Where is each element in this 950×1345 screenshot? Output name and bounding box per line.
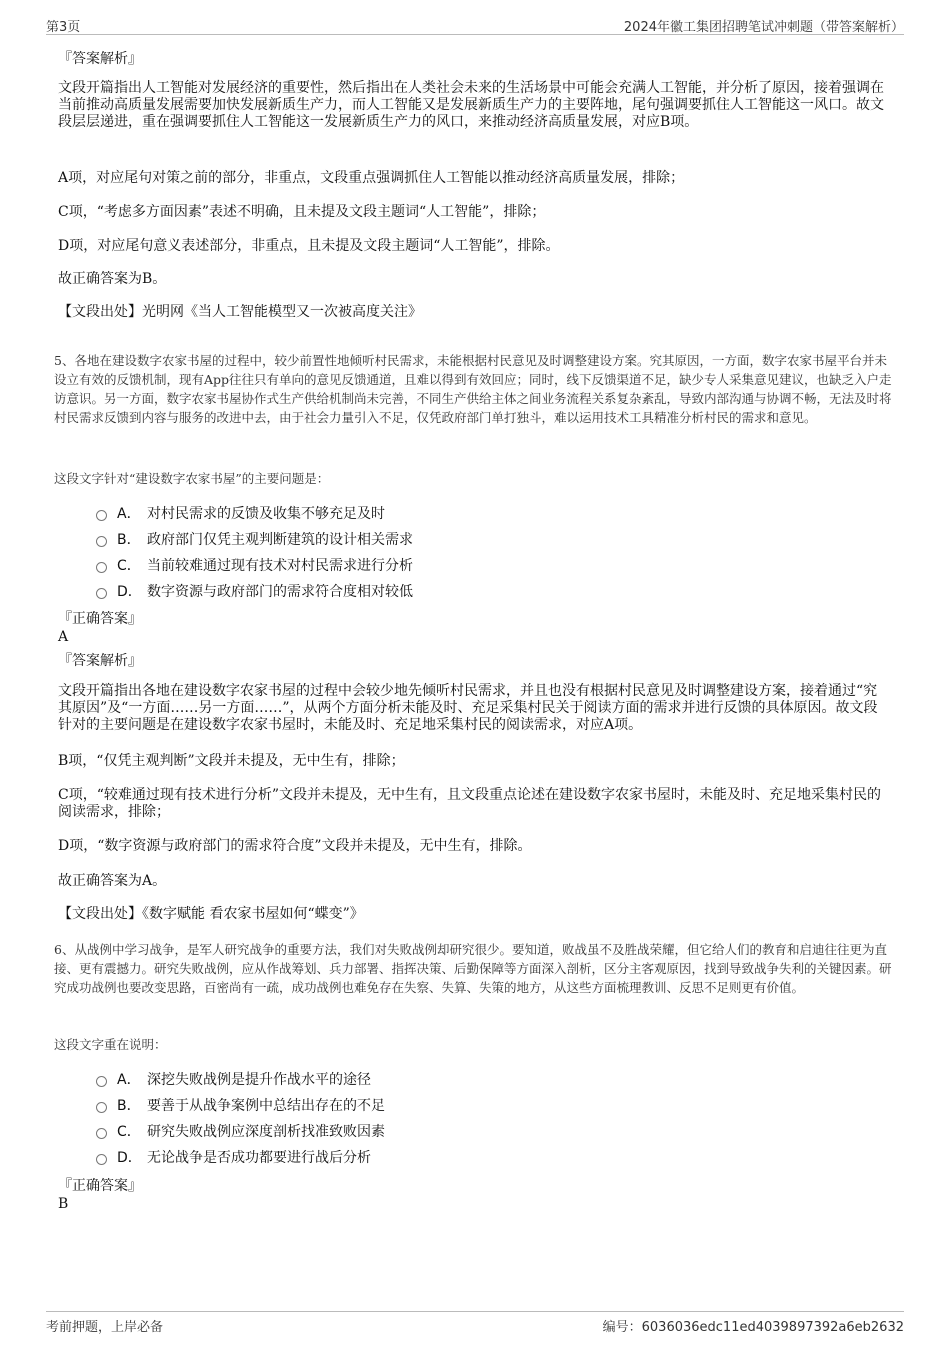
document-title: 2024年徽工集团招聘笔试冲刺题（带答案解析）	[623, 20, 904, 35]
q5-answer-label: 『正确答案』	[58, 611, 142, 627]
page-number: 第3页	[46, 20, 81, 35]
q6-answer: B	[58, 1196, 69, 1212]
radio-icon[interactable]	[96, 510, 107, 521]
q5-option-a[interactable]: A． 对村民需求的反馈及收集不够充足及时	[96, 500, 896, 526]
radio-icon[interactable]	[96, 562, 107, 573]
q5-option-d[interactable]: D． 数字资源与政府部门的需求符合度相对较低	[96, 578, 896, 604]
q5-analysis-label: 『答案解析』	[58, 653, 142, 669]
page-footer	[46, 1311, 904, 1336]
q4-conclusion: 故正确答案为B。	[58, 271, 167, 287]
q4-analysis: 文段开篇指出人工智能对发展经济的重要性，然后指出在人类社会未来的生活场景中可能会充满人工智能，并分析了原因，接着强调在当前推动高质量发展需要加快发展新质生产力，而人工智能又是发展新质生产力的主要阵地，尾句强调要抓住人工智能这一风口。故文段层层递进，重在强调要抓住人工智能这一发展新质生产力的风口，来推动经济高质量发展，对应B项。	[58, 80, 884, 130]
footer-slogan: 考前押题，上岸必备	[46, 1320, 164, 1335]
radio-icon[interactable]	[96, 536, 107, 547]
q4-source: 【文段出处】光明网《当人工智能模型又一次被高度关注》	[58, 304, 422, 320]
q5-option-c[interactable]: C． 当前较难通过现有技术对村民需求进行分析	[96, 552, 896, 578]
q6-option-d[interactable]: D． 无论战争是否成功都要进行战后分析	[96, 1144, 896, 1170]
radio-icon[interactable]	[96, 588, 107, 599]
q6-options	[96, 1066, 896, 1170]
q4-option-d-note: D项，对应尾句意义表述部分，非重点，且未提及文段主题词“人工智能”，排除。	[58, 238, 560, 254]
q6-prompt: 这段文字重在说明：	[54, 1037, 167, 1052]
radio-icon[interactable]	[96, 1102, 107, 1113]
document-code: 编号：6036036edc11ed4039897392a6eb2632	[602, 1320, 904, 1335]
q5-source: 【文段出处】《数字赋能 看农家书屋如何“蝶变”》	[58, 906, 364, 922]
q5-analysis: 文段开篇指出各地在建设数字农家书屋的过程中会较少地先倾听村民需求，并且也没有根据村民意见及时调整建设方案，接着通过“究其原因”及“一方面……另一方面……”，从两个方面分析未能及时、充足采集村民关于阅读方面的需求并进行反馈的具体原因。故文段针对的主要问题是在建设数字农家书屋时，未能及时、充足地采集村民的阅读需求，对应A项。	[58, 683, 878, 733]
q6-text: 6、从战例中学习战争，是军人研究战争的重要方法，我们对失败战例却研究很少。要知道，败战虽不及胜战荣耀，但它给人们的教育和启迪往往更为直接、更有震撼力。研究失败战例，应从作战筹划、兵力部署、指挥决策、后勤保障等方面深入剖析，区分主客观原因，找到导致战争失利的关键因素。研究成功战例也要改变思路，百密尚有一疏，成功战例也难免存在失察、失算、失策的地方，从这些方面梳理教训、反思不足则更有价值。	[54, 942, 892, 995]
q5-option-b-note: B项，“仅凭主观判断”文段并未提及，无中生有，排除；	[58, 753, 405, 769]
q5-prompt: 这段文字针对“建设数字农家书屋”的主要问题是：	[54, 471, 330, 486]
q6-answer-label: 『正确答案』	[58, 1178, 142, 1194]
q6-option-a[interactable]: A． 深挖失败战例是提升作战水平的途径	[96, 1066, 896, 1092]
q5-text: 5、各地在建设数字农家书屋的过程中，较少前置性地倾听村民需求，未能根据村民意见及时调整建设方案。究其原因，一方面，数字农家书屋平台并未设立有效的反馈机制，现有App往往只有单向的意见反馈通道，且难以得到有效回应；同时，线下反馈渠道不足，缺少专人采集意见建议，也缺乏入户走访意识。另一方面，数字农家书屋协作式生产供给机制尚未完善，不同生产供给主体之间业务流程关系复杂紊乱，导致内部沟通与协调不畅，无法及时将村民需求反馈到内容与服务的改进中去，由于社会力量引入不足，仅凭政府部门单打独斗，难以运用技术工具精准分析村民的需求和意见。	[54, 353, 892, 425]
q4-option-a-note: A项，对应尾句对策之前的部分，非重点，文段重点强调抓住人工智能以推动经济高质量发展，排除；	[58, 170, 685, 186]
q6-option-b[interactable]: B． 要善于从战争案例中总结出存在的不足	[96, 1092, 896, 1118]
q5-answer: A	[58, 629, 69, 645]
q4-analysis-label: 『答案解析』	[58, 51, 142, 67]
page-header	[46, 14, 904, 35]
q4-option-c-note: C项，“考虑多方面因素”表述不明确，且未提及文段主题词“人工智能”，排除；	[58, 204, 546, 220]
q5-conclusion: 故正确答案为A。	[58, 873, 167, 889]
q5-options	[96, 500, 896, 604]
q6-option-c[interactable]: C． 研究失败战例应深度剖析找准致败因素	[96, 1118, 896, 1144]
q5-option-b[interactable]: B． 政府部门仅凭主观判断建筑的设计相关需求	[96, 526, 896, 552]
q5-option-c-note: C项，“较难通过现有技术进行分析”文段并未提及，无中生有，且文段重点论述在建设数字农家书屋时，未能及时、充足地采集村民的阅读需求，排除；	[58, 787, 882, 820]
q5-option-d-note: D项，“数字资源与政府部门的需求符合度”文段并未提及，无中生有，排除。	[58, 838, 532, 854]
radio-icon[interactable]	[96, 1154, 107, 1165]
radio-icon[interactable]	[96, 1076, 107, 1087]
radio-icon[interactable]	[96, 1128, 107, 1139]
